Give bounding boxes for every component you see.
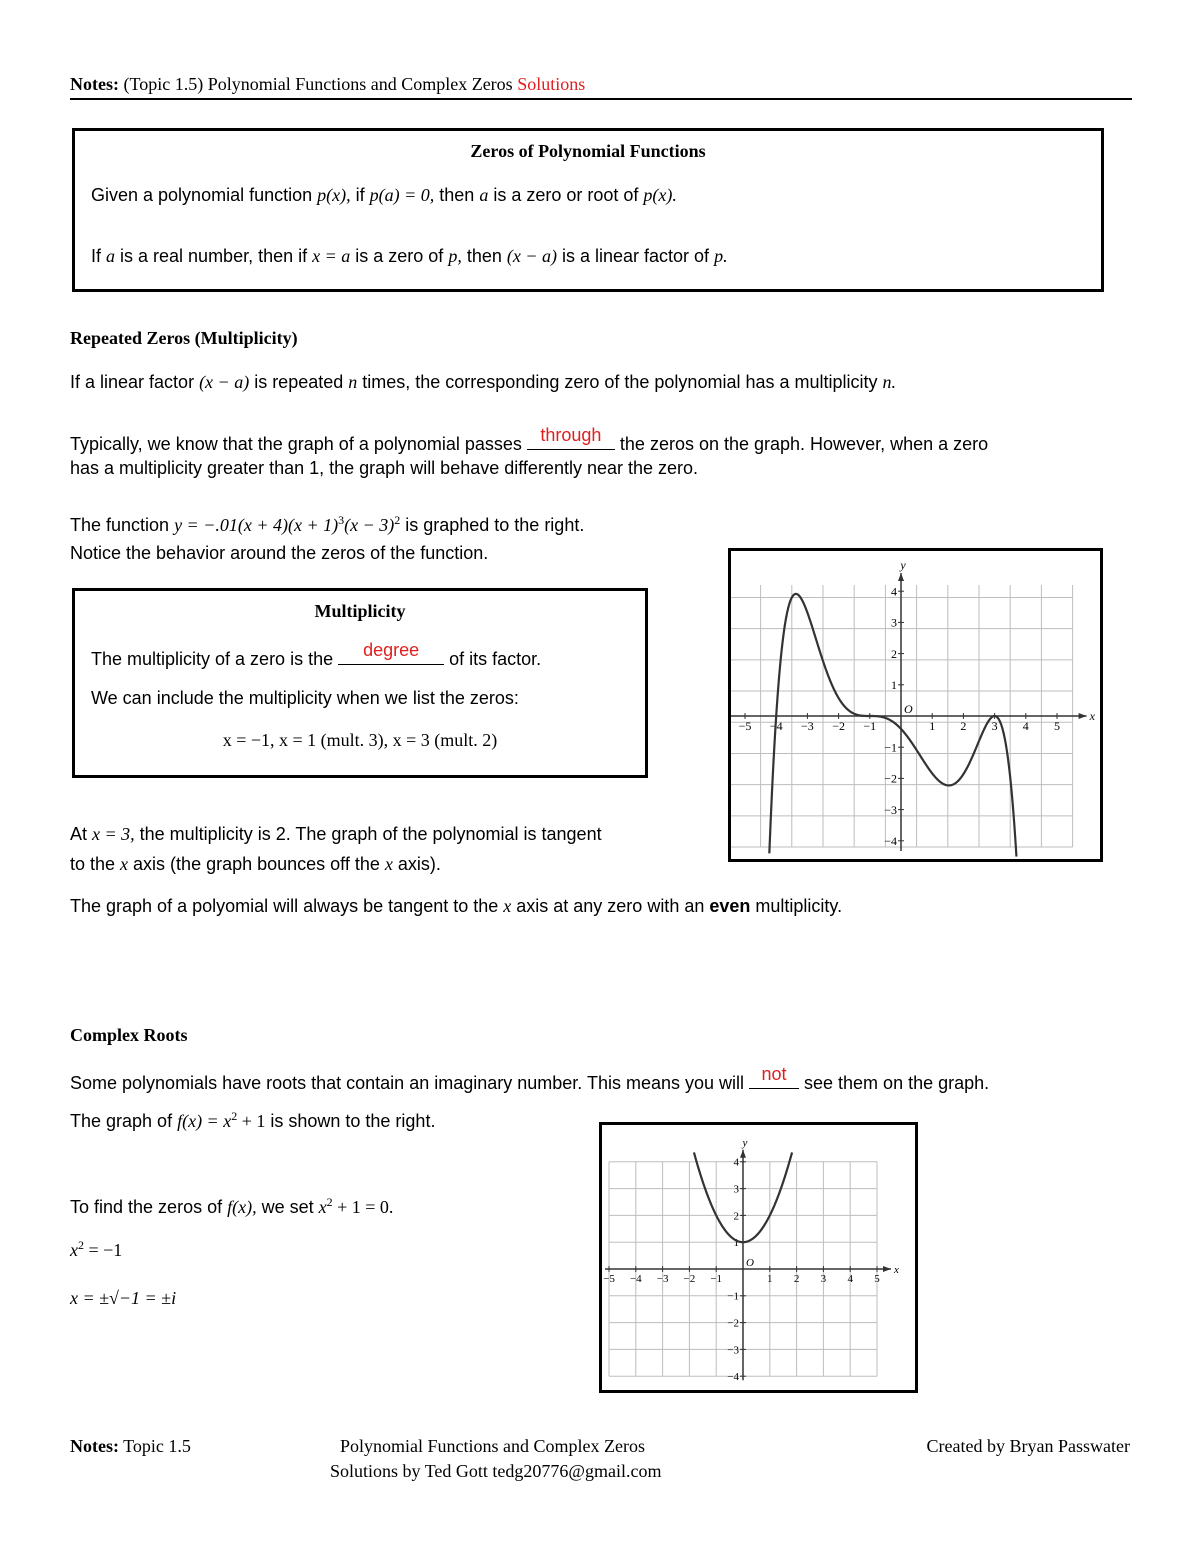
origin-label: O [746, 1257, 754, 1269]
text: is a linear factor of [556, 246, 715, 266]
text: axis (the graph bounces off the [128, 854, 385, 874]
exponent: 2 [231, 1109, 238, 1123]
multiplicity-line2: We can include the multiplicity when we list the zeros: [91, 688, 519, 708]
x-axis-label: x [894, 1264, 899, 1276]
y-tick-label: −1 [884, 740, 897, 755]
x-tick-label: 2 [960, 719, 967, 733]
y-tick-label: −3 [884, 802, 897, 817]
footer-notes-label: Notes: [70, 1436, 119, 1456]
x-tick-label: 4 [1022, 719, 1029, 733]
text: If a linear factor [70, 372, 200, 392]
math: p(x). [643, 185, 677, 205]
text: Some polynomials have roots that contain an imaginary number. This means you will [70, 1073, 750, 1093]
math: x [384, 854, 393, 874]
text: If [91, 246, 107, 266]
y-axis-arrow [740, 1150, 746, 1158]
math: = −1 [84, 1240, 123, 1260]
text: The multiplicity of a zero is the [91, 649, 339, 669]
x-tick-label: −1 [863, 719, 877, 733]
y-tick-label: 4 [891, 584, 897, 599]
y-tick-label: −4 [884, 834, 897, 848]
math: (x − a) [506, 246, 557, 266]
y-tick-label: 3 [733, 1183, 739, 1196]
y-tick-label: 2 [891, 646, 897, 661]
multiplicity-line1 [91, 640, 542, 671]
math: x [70, 1240, 78, 1260]
text: is a zero of [350, 246, 449, 266]
math: + 1 [237, 1111, 266, 1131]
text: is shown to the right. [265, 1111, 436, 1131]
x-tick-label: −4 [629, 1273, 642, 1285]
not-answer-blank [749, 1064, 799, 1089]
math: x [120, 854, 129, 874]
footer-left [70, 1436, 191, 1458]
text: we set [256, 1197, 319, 1217]
polynomial-graph [731, 551, 1100, 859]
text: multiplicity. [750, 896, 843, 916]
x-tick-label: 5 [874, 1273, 880, 1285]
math: x [503, 896, 512, 916]
exponent: 2 [394, 513, 401, 527]
y-tick-label: −4 [727, 1371, 739, 1384]
text: times, the corresponding zero of the polynomial has a multiplicity [357, 372, 883, 392]
math: p. [714, 246, 728, 266]
math: n [348, 372, 358, 392]
y-tick-label: −1 [727, 1290, 739, 1303]
degree-answer-blank [338, 640, 444, 665]
math: + 1 = 0. [332, 1197, 394, 1217]
x-tick-label: −5 [603, 1273, 615, 1285]
header-notes-label: Notes: [70, 74, 119, 94]
text: if [350, 185, 370, 205]
x-tick-label: 3 [991, 719, 998, 733]
math: n. [882, 372, 897, 392]
math: y = −.01(x + 4)(x + 1) [174, 515, 339, 535]
repeated-zeros-heading: Repeated Zeros (Multiplicity) [70, 328, 298, 348]
zeros-box-line1 [91, 185, 677, 207]
math: f(x) = x [177, 1111, 232, 1131]
text: even [709, 896, 751, 916]
x-axis-label: x [1089, 709, 1095, 723]
math: (x − a) [199, 372, 250, 392]
multiplicity-box-title: Multiplicity [314, 601, 406, 621]
math: p(x), [317, 185, 351, 205]
x-tick-label: −4 [769, 719, 783, 733]
text: is a zero or root of [488, 185, 644, 205]
tangent-line1 [70, 824, 602, 846]
page-header [70, 74, 585, 96]
header-topic-title: (Topic 1.5) Polynomial Functions and Complex Zeros [123, 74, 513, 94]
x-tick-label: −3 [656, 1273, 669, 1285]
zeros-box-title: Zeros of Polynomial Functions [470, 141, 706, 161]
complex-line1 [70, 1064, 990, 1095]
parabola-graph [602, 1125, 915, 1390]
math: x = a [312, 246, 351, 266]
exponent: 3 [338, 513, 345, 527]
not-answer: not [761, 1064, 787, 1085]
x-tick-label: 5 [1054, 719, 1060, 733]
multiplicity-zeros-list: x = −1, x = 1 (mult. 3), x = 3 (mult. 2) [222, 730, 498, 750]
text: see them on the graph. [799, 1073, 990, 1093]
origin-label: O [904, 702, 913, 716]
zeros-box-line2 [91, 246, 728, 268]
x-tick-label: −2 [683, 1273, 696, 1285]
x-tick-label: −1 [710, 1273, 723, 1285]
repeated-line3: has a multiplicity greater than 1, the graph will behave differently near the zero. [70, 458, 699, 478]
y-axis-label: y [742, 1136, 748, 1149]
complex-find-zeros [70, 1197, 393, 1219]
y-axis-label: y [900, 557, 906, 572]
text: axis at any zero with an [511, 896, 710, 916]
y-tick-label: −2 [727, 1317, 739, 1330]
text: axis). [392, 854, 441, 874]
text: to the [70, 854, 121, 874]
y-tick-label: 1 [733, 1237, 739, 1250]
tangent-line2 [70, 854, 441, 876]
header-solutions-tag: Solutions [517, 74, 586, 94]
y-tick-label: −3 [727, 1344, 739, 1357]
text: then [461, 246, 507, 266]
tangent-line3 [70, 896, 842, 918]
x-axis-arrow [883, 1266, 891, 1272]
text: The function [70, 515, 175, 535]
footer-topic: Topic 1.5 [123, 1436, 191, 1456]
x-tick-label: −2 [832, 719, 845, 733]
complex-graph-statement [70, 1111, 435, 1133]
y-tick-label: 3 [891, 615, 897, 630]
x-tick-label: 1 [767, 1273, 773, 1285]
footer-author: Created by Bryan Passwater [926, 1436, 1130, 1456]
text: Typically, we know that the graph of a polynomial passes [70, 434, 527, 454]
text: the zeros on the graph. However, when a zero [614, 434, 989, 454]
text: of its factor. [444, 649, 542, 669]
x-tick-label: −5 [738, 719, 752, 733]
text: then [434, 185, 480, 205]
y-tick-label: 1 [891, 678, 897, 692]
function-statement [70, 515, 584, 537]
text: is repeated [249, 372, 349, 392]
math: p, [448, 246, 462, 266]
math: p(a) = 0, [369, 185, 435, 205]
x-tick-label: 4 [847, 1273, 853, 1285]
text: the multiplicity is 2. The graph of the polynomial is tangent [134, 824, 602, 844]
notice-line: Notice the behavior around the zeros of the function. [70, 543, 489, 563]
text: The graph of [70, 1111, 178, 1131]
math: x [318, 1197, 327, 1217]
x-axis-arrow [1079, 713, 1087, 719]
text: Given a polynomial function [91, 185, 318, 205]
text: is a real number, then if [115, 246, 313, 266]
x-tick-label: 2 [793, 1273, 800, 1285]
through-answer: through [540, 425, 602, 446]
header-rule [70, 98, 1132, 100]
complex-step2: x = ±√−1 = ±i [70, 1288, 177, 1308]
repeated-line2 [70, 425, 989, 456]
text: is graphed to the right. [400, 515, 585, 535]
through-answer-blank [527, 425, 615, 450]
exponent: 2 [326, 1195, 333, 1209]
math: f(x), [227, 1197, 257, 1217]
text: At [70, 824, 93, 844]
math: (x − 3) [344, 515, 395, 535]
text: The graph of a polyomial will always be tangent to the [70, 896, 504, 916]
math: x = 3, [92, 824, 135, 844]
x-tick-label: −3 [801, 719, 814, 733]
complex-roots-heading: Complex Roots [70, 1025, 188, 1045]
text: To find the zeros of [70, 1197, 228, 1217]
repeated-line1 [70, 372, 896, 394]
degree-answer: degree [363, 640, 420, 661]
y-tick-label: −2 [884, 771, 897, 786]
y-axis-arrow [898, 573, 904, 581]
y-tick-label: 2 [733, 1210, 739, 1223]
exponent: 2 [78, 1238, 84, 1252]
math: a [106, 246, 116, 266]
x-tick-label: 3 [820, 1273, 827, 1285]
complex-step1 [70, 1240, 122, 1262]
y-tick-label: 4 [733, 1156, 739, 1169]
footer-solutions-credit: Solutions by Ted Gott tedg20776@gmail.com [330, 1461, 662, 1481]
x-tick-label: 1 [929, 719, 936, 733]
math: a [479, 185, 489, 205]
footer-center: Polynomial Functions and Complex Zeros [340, 1436, 645, 1456]
